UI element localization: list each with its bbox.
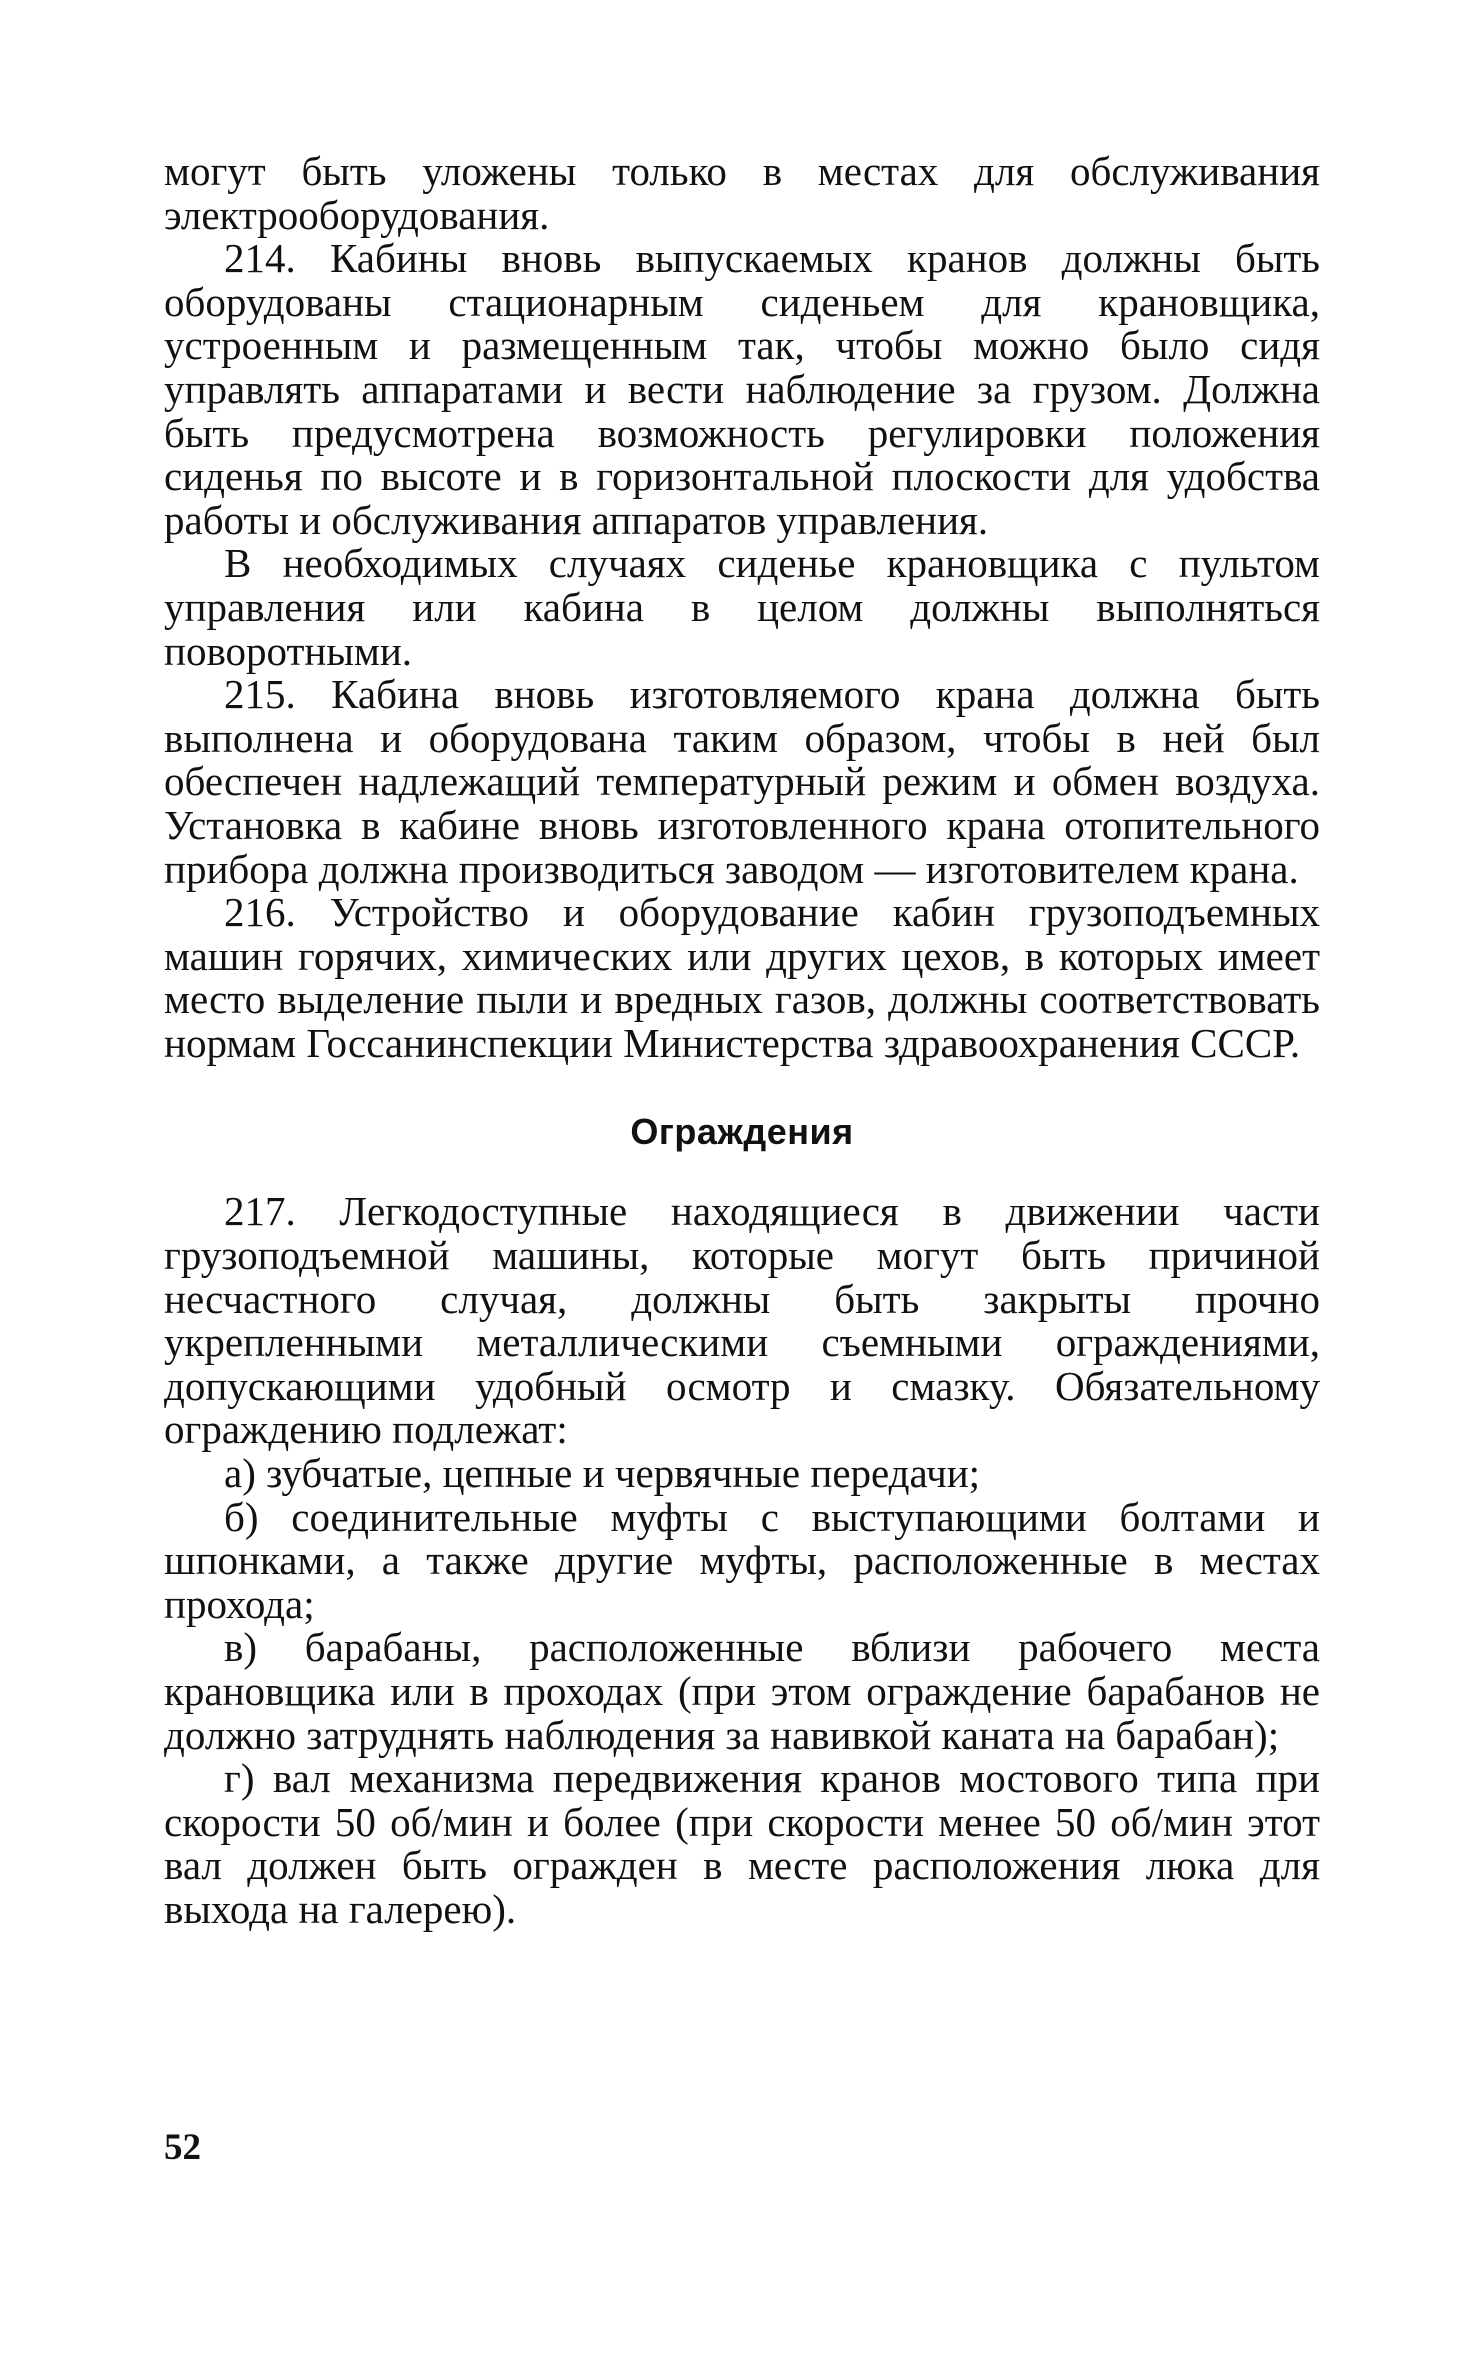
paragraph-217: 217. Легкодоступные находящиеся в движении части грузоподъемной машины, которые могут быть причиной несчастного случая, должны быть закрыты прочно укрепленными металлическими съемными ограждениями, допускающими удобный осмотр и смазку. Обязательному ограждению подлежат: — [164, 1188, 1320, 1453]
section-heading: Ограждения — [630, 1111, 854, 1153]
list-item-a: а) зубчатые, цепные и червячные передачи; — [224, 1450, 981, 1497]
list-item-g: г) вал механизма передвижения кранов мостового типа при скорости 50 об/мин и более (при скорости менее 50 об/мин этот вал должен быть огражден в месте расположения люка для выхода на галерею). — [164, 1755, 1320, 1932]
page-number: 52 — [164, 2127, 201, 2168]
paragraph-214-note: В необходимых случаях сиденье крановщика с пультом управления или кабина в целом должны выполняться поворотными. — [164, 540, 1320, 674]
list-item-v: в) барабаны, расположенные вблизи рабочего места крановщика или в проходах (при этом ограждение барабанов не должно затруднять наблюдения за навивкой каната на барабан); — [164, 1624, 1320, 1758]
list-item-b: б) соединительные муфты с выступающими болтами и шпонками, а также другие муфты, расположенные в местах прохода; — [164, 1493, 1320, 1627]
body-text — [164, 150, 1320, 1932]
paragraph-continuation: могут быть уложены только в местах для обслуживания электрооборудования. — [164, 148, 1320, 238]
paragraph-216: 216. Устройство и оборудование кабин грузоподъемных машин горячих, химических или других цехов, в которых имеет место выделение пыли и вредных газов, должны соответствовать нормам Госсанинспекции Министерства здравоохранения СССР. — [164, 889, 1320, 1066]
paragraph-214: 214. Кабины вновь выпускаемых кранов должны быть оборудованы стационарным сиденьем для крановщика, устроенным и размещенным так, чтобы можно было сидя управлять аппаратами и вести наблюдение за грузом. Должна быть предусмотрена возможность регулировки положения сиденья по высоте и в горизонтальной плоскости для удобства работы и обслуживания аппаратов управления. — [164, 235, 1320, 543]
paragraph-215: 215. Кабина вновь изготовляемого крана должна быть выполнена и оборудована таким образом, чтобы в ней был обеспечен надлежащий температурный режим и обмен воздуха. Установка в кабине вновь изготовленного крана отопительного прибора должна производиться заводом — изготовителем крана. — [164, 671, 1320, 892]
